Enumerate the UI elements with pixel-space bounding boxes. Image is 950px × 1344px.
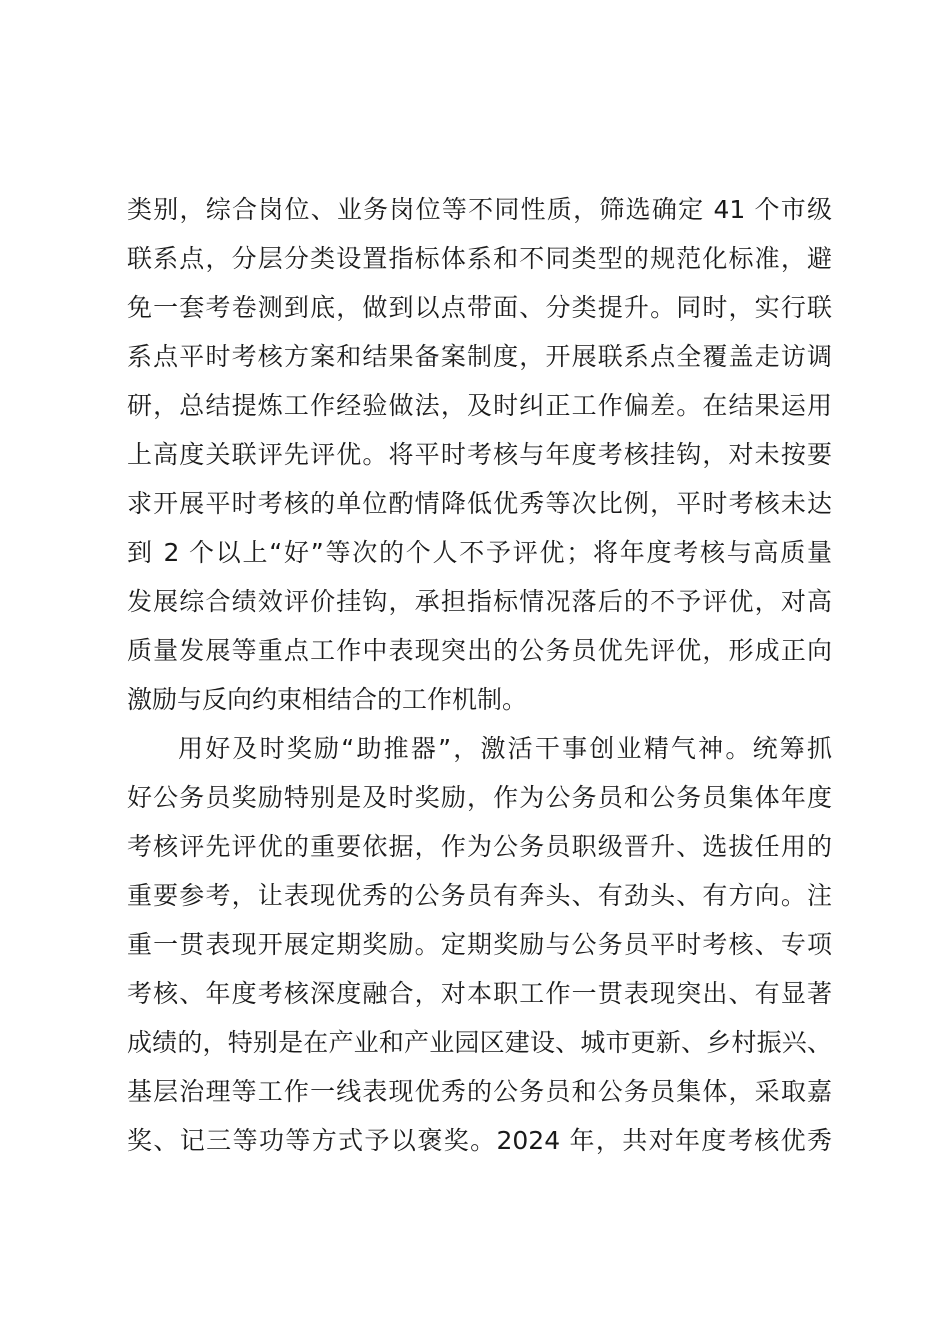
- text-line: 类别，综合岗位、业务岗位等不同性质，筛选确定 41 个市级: [127, 195, 832, 224]
- text-line: 上高度关联评先评优。将平时考核与年度考核挂钩，对未按要: [127, 440, 832, 469]
- text-line: 成绩的，特别是在产业和产业园区建设、城市更新、乡村振兴、: [127, 1028, 832, 1057]
- text-line: 免一套考卷测到底，做到以点带面、分类提升。同时，实行联: [127, 293, 832, 322]
- text-line: 考核、年度考核深度融合，对本职工作一贯表现突出、有显著: [127, 979, 832, 1008]
- text-line: 联系点，分层分类设置指标体系和不同类型的规范化标准，避: [127, 244, 832, 273]
- paragraph-start-line: 用好及时奖励“助推器”，激活干事创业精气神。统筹抓: [178, 734, 832, 763]
- text-line: 基层治理等工作一线表现优秀的公务员和公务员集体，采取嘉: [127, 1077, 832, 1106]
- body-text: [127, 185, 832, 1165]
- text-line: 重要参考，让表现优秀的公务员有奔头、有劲头、有方向。注: [127, 881, 832, 910]
- paragraph-end-line: 激励与反向约束相结合的工作机制。: [127, 685, 528, 714]
- text-line: 发展综合绩效评价挂钩，承担指标情况落后的不予评优，对高: [127, 587, 832, 616]
- text-line: 到 2 个以上“好”等次的个人不予评优；将年度考核与高质量: [127, 538, 832, 567]
- text-line: 奖、记三等功等方式予以褒奖。2024 年，共对年度考核优秀: [127, 1126, 832, 1155]
- text-line: 好公务员奖励特别是及时奖励，作为公务员和公务员集体年度: [127, 783, 832, 812]
- text-line: 系点平时考核方案和结果备案制度，开展联系点全覆盖走访调: [127, 342, 832, 371]
- text-line: 重一贯表现开展定期奖励。定期奖励与公务员平时考核、专项: [127, 930, 832, 959]
- text-line: 质量发展等重点工作中表现突出的公务员优先评优，形成正向: [127, 636, 832, 665]
- text-line: 考核评先评优的重要依据，作为公务员职级晋升、选拔任用的: [127, 832, 832, 861]
- text-line: 研，总结提炼工作经验做法，及时纠正工作偏差。在结果运用: [127, 391, 832, 420]
- text-line: 求开展平时考核的单位酌情降低优秀等次比例，平时考核未达: [127, 489, 832, 518]
